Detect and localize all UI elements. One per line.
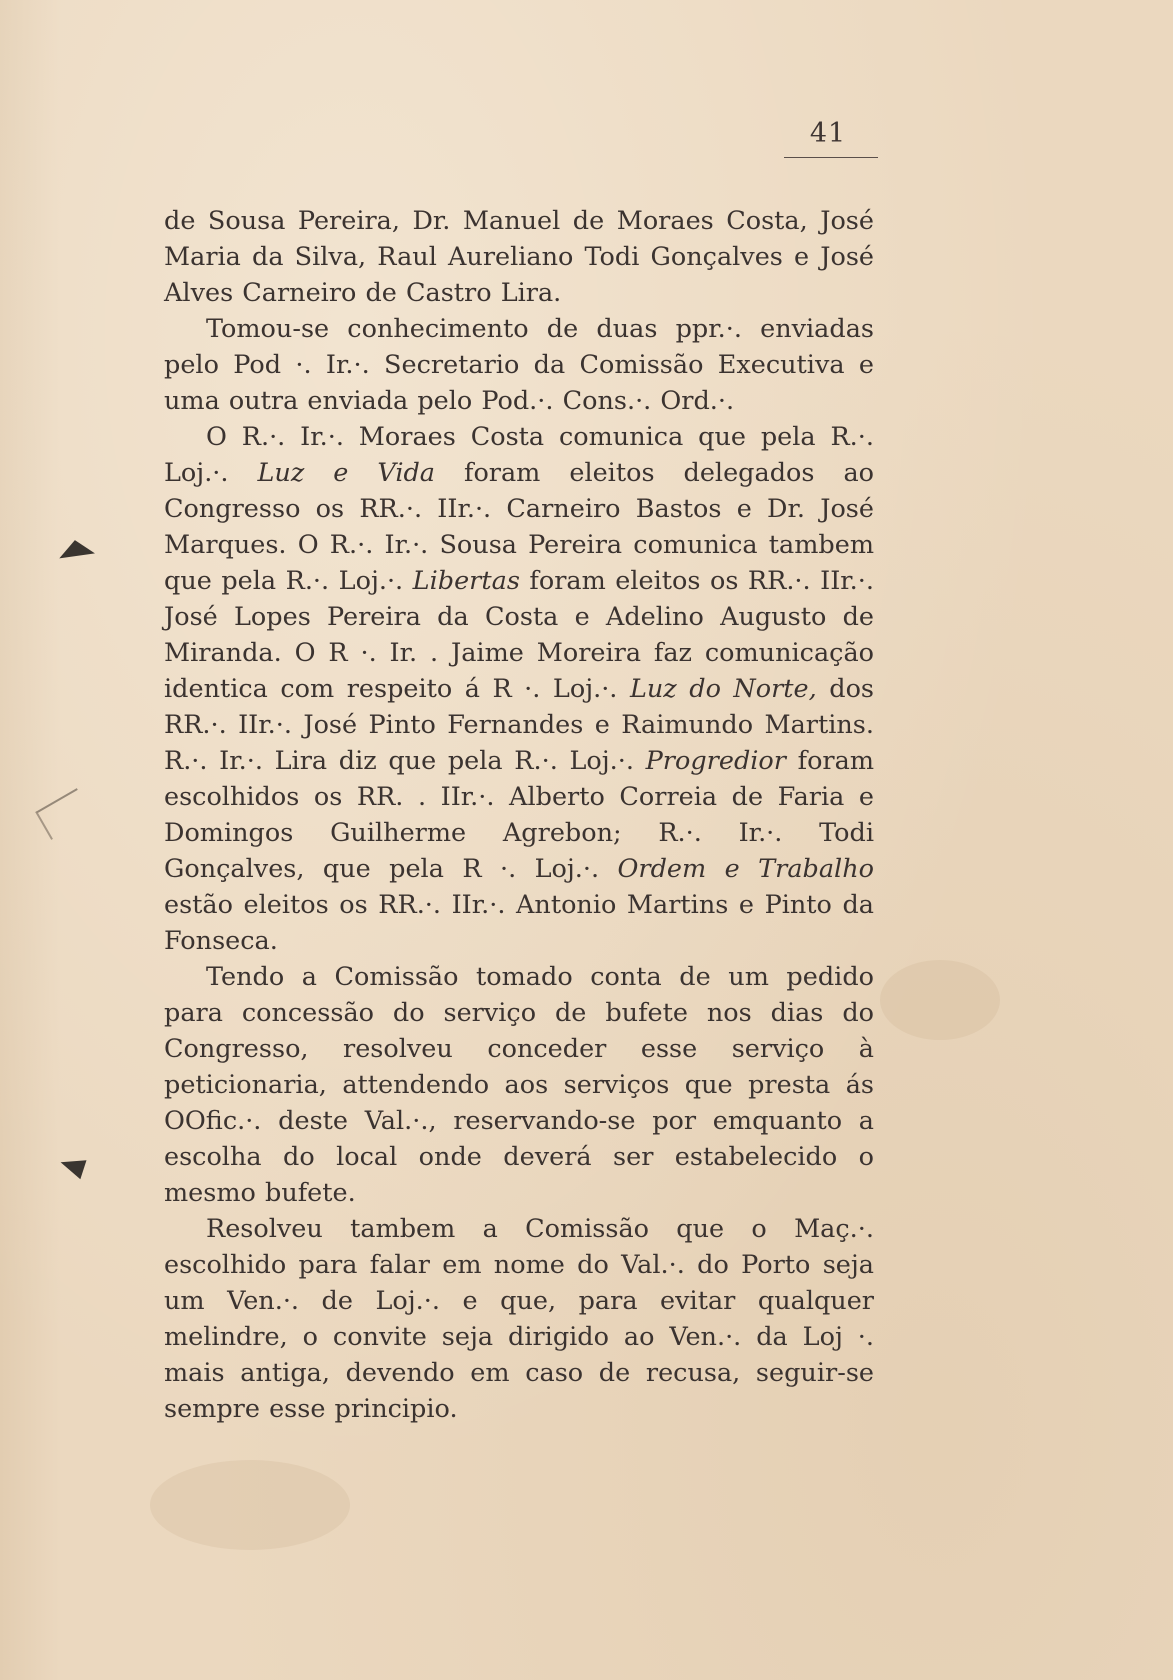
lodge-name-ordem-e-trabalho: Ordem e Trabalho: [617, 854, 874, 884]
text-run: foram escolhidos os RR. . IIr.·. Alberto Correia de Faria e Domingos Guilherme Agrebon; R.·. Ir.·. Todi Gonçalves, que pela R ·. Loj.·.: [164, 746, 874, 884]
page-number: 41: [809, 118, 847, 149]
paragraph-bufete: Tendo a Comissão tomado conta de um pedido para concessão do serviço de bufete nos dias do Congresso, resolveu conceder esse serviço à peticionaria, attendendo aos serviços que presta ás OOfic.·. deste Val.·., reservando-se por emquanto a escolha do local onde deverá ser estabelecido o mesmo bufete.: [164, 962, 874, 1208]
margin-pencil-mark: [35, 788, 93, 840]
lodge-name-libertas: Libertas: [412, 566, 520, 596]
body-text: [164, 203, 874, 1427]
lodge-name-luz-e-vida: Luz e Vida: [257, 458, 436, 488]
lodge-name-progredior: Progredior: [645, 746, 786, 776]
paragraph-delegates: [164, 419, 874, 959]
paragraph-correspondence: Tomou-se conhecimento de duas ppr.·. enviadas pelo Pod ·. Ir.·. Secretario da Comissão Executiva e uma outra enviada pelo Pod.·. Cons.·. Ord.·.: [164, 314, 874, 416]
page-number-rule: [784, 157, 878, 158]
text-run: foram eleitos delegados ao Congresso os RR.·. IIr.·. Carneiro Bastos e Dr. José Marques. O R.·. Ir.·. Sousa Pereira comunica tambem que pela R.·. Loj.·.: [164, 458, 875, 596]
margin-ink-mark: [57, 1153, 86, 1179]
paragraph-speaker: Resolveu tambem a Comissão que o Maç.·. escolhido para falar em nome do Val.·. do Porto seja um Ven.·. de Loj.·. e que, para evitar qualquer melindre, o convite seja dirigido ao Ven.·. da Loj ·. mais antiga, devendo em caso de recusa, seguir-se sempre esse principio.: [164, 1214, 874, 1424]
text-run: estão eleitos os RR.·. IIr.·. Antonio Martins e Pinto da Fonseca.: [164, 890, 874, 956]
paper-stain: [880, 960, 1000, 1040]
text-run: foram eleitos os RR.·. IIr.·. José Lopes Pereira da Costa e Adelino Augusto de Miranda. O R ·. Ir. . Jaime Moreira faz comunicação identica com respeito á R ·. Loj.·.: [164, 566, 874, 704]
lodge-name-luz-do-norte: Luz do Norte,: [629, 674, 817, 704]
margin-ink-mark: [57, 538, 95, 559]
text-run: O R.·. Ir.·. Moraes Costa comunica que pela R.·. Loj.·.: [164, 422, 874, 488]
paragraph-continuation: de Sousa Pereira, Dr. Manuel de Moraes Costa, José Maria da Silva, Raul Aureliano Todi Gonçalves e José Alves Carneiro de Castro Lira.: [164, 206, 874, 308]
paper-stain: [150, 1460, 350, 1550]
text-run: dos RR.·. IIr.·. José Pinto Fernandes e Raimundo Martins. R.·. Ir.·. Lira diz que pela R.·. Loj.·.: [164, 674, 875, 776]
